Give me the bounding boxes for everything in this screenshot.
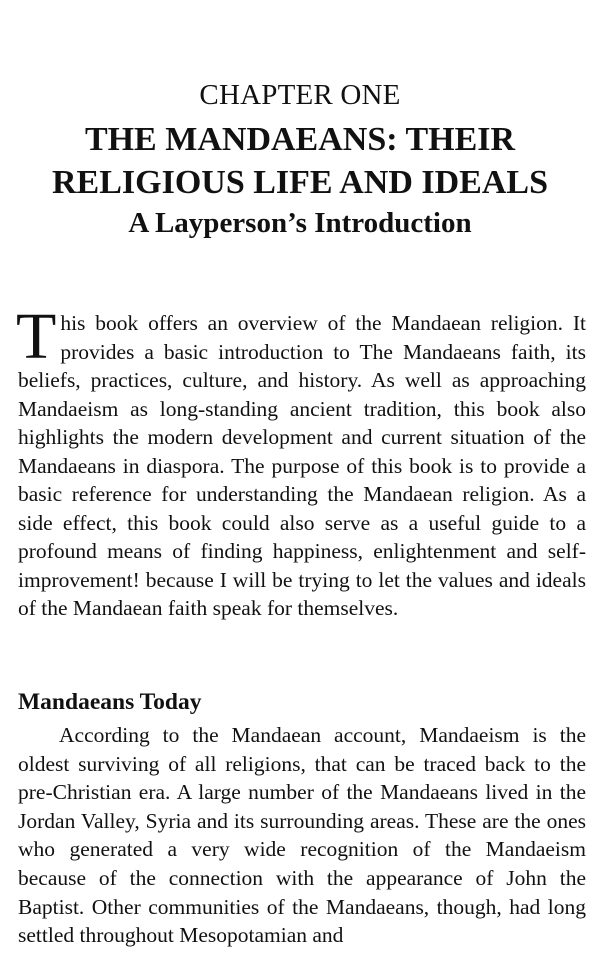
chapter-subtitle: A Layperson’s Introduction	[128, 207, 472, 239]
section-text: According to the Mandaean account, Mandaeism is the oldest surviving of all religions, that can be traced back to the pre-Christian era. A large number of the Mandaeans lived in the Jordan Valley, Syria and its surrounding areas. These are the ones who generated a very wide recognition of the Mandaeism because of the connection with the appearance of John the Baptist. Other communities of the Mandaeans, though, had long settled throughout Mesopotamian and	[18, 723, 586, 948]
section-paragraph	[18, 721, 586, 950]
chapter-title	[0, 118, 600, 204]
section-heading: Mandaeans Today	[18, 689, 202, 715]
chapter-label: CHAPTER ONE	[199, 79, 401, 111]
drop-cap: T	[16, 300, 57, 373]
chapter-title-line-2: RELIGIOUS LIFE AND IDEALS	[52, 164, 548, 201]
intro-paragraph	[16, 300, 586, 623]
intro-text: his book offers an overview of the Mandaean religion. It provides a basic introduction to The Mandaeans faith, its beliefs, practices, culture, and history. As well as approaching Mandaeism as long-standing ancient tradition, this book also highlights the modern development and current situation of the Mandaeans in diaspora. The purpose of this book is to provide a basic reference for understanding the Mandaean religion. As a side effect, this book could also serve as a useful guide to a profound means of finding happiness, enlightenment and self-improvement! because I will be trying to let the values and ideals of the Mandaean faith speak for themselves.	[18, 311, 586, 620]
chapter-title-line-1: THE MANDAEANS: THEIR	[84, 121, 516, 158]
